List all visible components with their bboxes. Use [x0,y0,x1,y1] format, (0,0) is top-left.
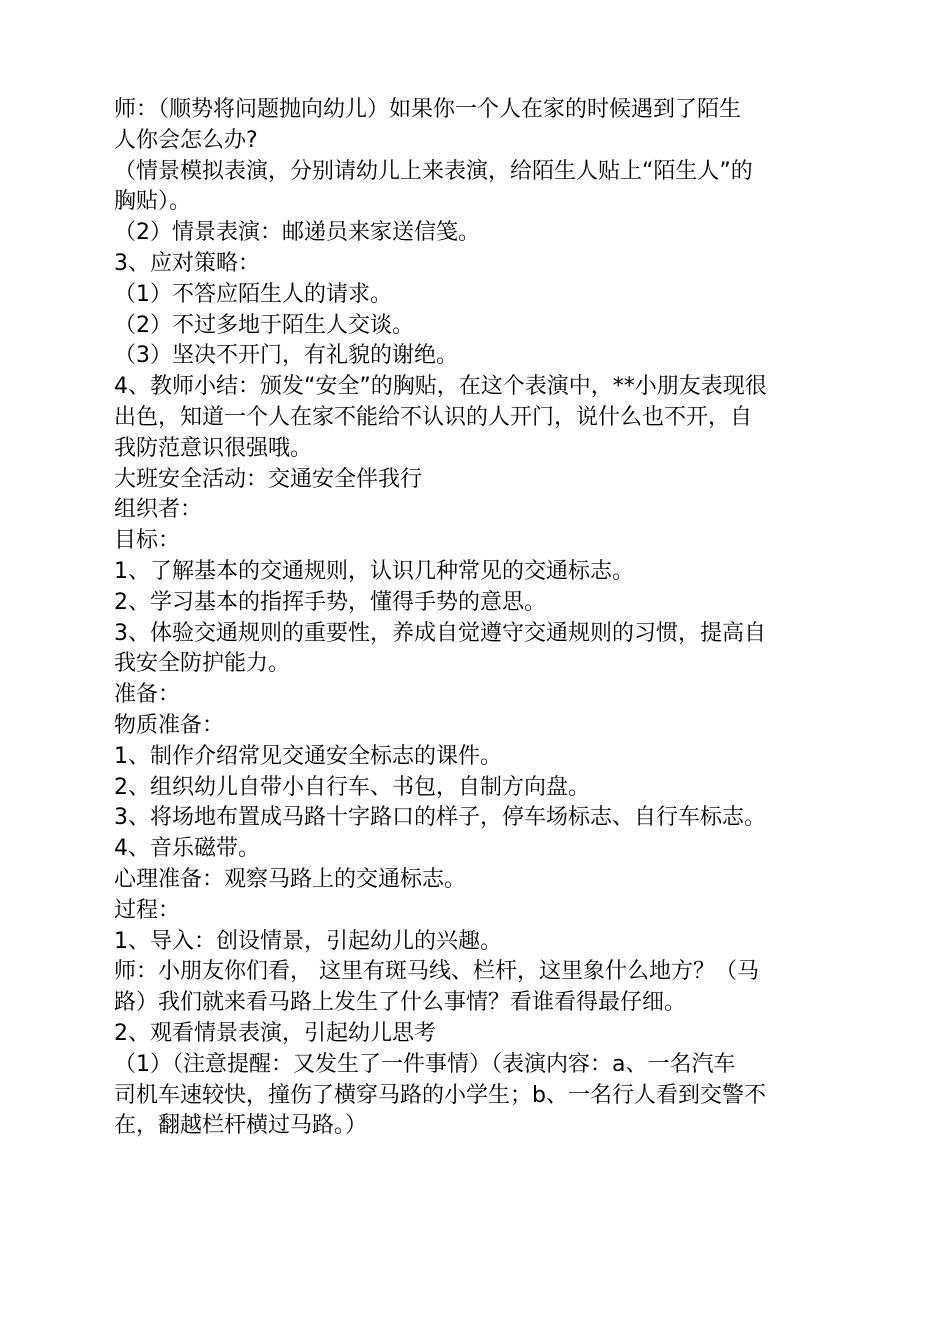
text-line: 2、学习基本的指挥手势，懂得手势的意思。 [114,589,546,615]
text-line: 4、教师小结：颁发“安全”的胸贴，在这个表演中，**小朋友表现很 [114,374,767,400]
text-line: 目标： [114,528,181,554]
text-line: 我防范意识很强哦。 [114,435,313,461]
text-line: 2、组织幼儿自带小自行车、书包，自制方向盘。 [114,774,590,800]
text-line: （2）不过多地于陌生人交谈。 [114,312,414,338]
document-body [114,95,834,1142]
text-line: 3、应对策略： [114,250,260,276]
text-line: 师：（顺势将问题抛向幼儿）如果你一个人在家的时候遇到了陌生 [114,97,742,122]
text-line: 1、制作介绍常见交通安全标志的课件。 [114,743,502,769]
text-line: 组织者： [114,497,203,523]
text-line: 司机车速较快，撞伤了横穿马路的小学生；b、一名行人看到交警不 [114,1082,766,1108]
text-line: （1）不答应陌生人的请求。 [114,281,392,307]
text-line: 1、了解基本的交通规则，认识几种常见的交通标志。 [114,558,634,584]
text-line: 3、体验交通规则的重要性，养成自觉遵守交通规则的习惯，提高自 [114,620,766,646]
text-line: 3、将场地布置成马路十字路口的样子，停车场标志、自行车标志。 [114,805,766,831]
text-line: 出色，知道一个人在家不能给不认识的人开门，说什么也不开，自 [114,404,753,430]
text-line: （1）（注意提醒：又发生了一件事情）（表演内容：a、一名汽车 [114,1051,736,1077]
section-title: 大班安全活动：交通安全伴我行 [114,466,423,492]
text-line: 在，翻越栏杆横过马路。） [114,1113,368,1139]
text-line: 路）我们就来看马路上发生了什么事情？看谁看得最仔细。 [114,990,687,1016]
text-line: （情景模拟表演，分别请幼儿上来表演，给陌生人贴上“陌生人”的 [114,158,753,184]
text-line: 我安全防护能力。 [114,651,291,677]
text-line: 胸贴）。 [114,189,192,215]
text-line: （2）情景表演：邮递员来家送信笺。 [114,220,480,246]
text-line: 1、导入：创设情景，引起幼儿的兴趣。 [114,928,502,954]
text-line: 2、观看情景表演，引起幼儿思考 [114,1020,436,1046]
text-line: 物质准备： [114,712,225,738]
text-line: 准备： [114,682,181,708]
text-line: 心理准备：观察马路上的交通标志。 [114,866,467,892]
text-line: 过程： [114,897,181,923]
text-line: 人你会怎么办? [114,127,258,153]
text-line: 4、音乐磁带。 [114,836,260,862]
text-line: （3）坚决不开门，有礼貌的谢绝。 [114,343,458,369]
text-line: 师：小朋友你们看， 这里有斑马线、栏杆，这里象什么地方？（马 [114,959,759,985]
